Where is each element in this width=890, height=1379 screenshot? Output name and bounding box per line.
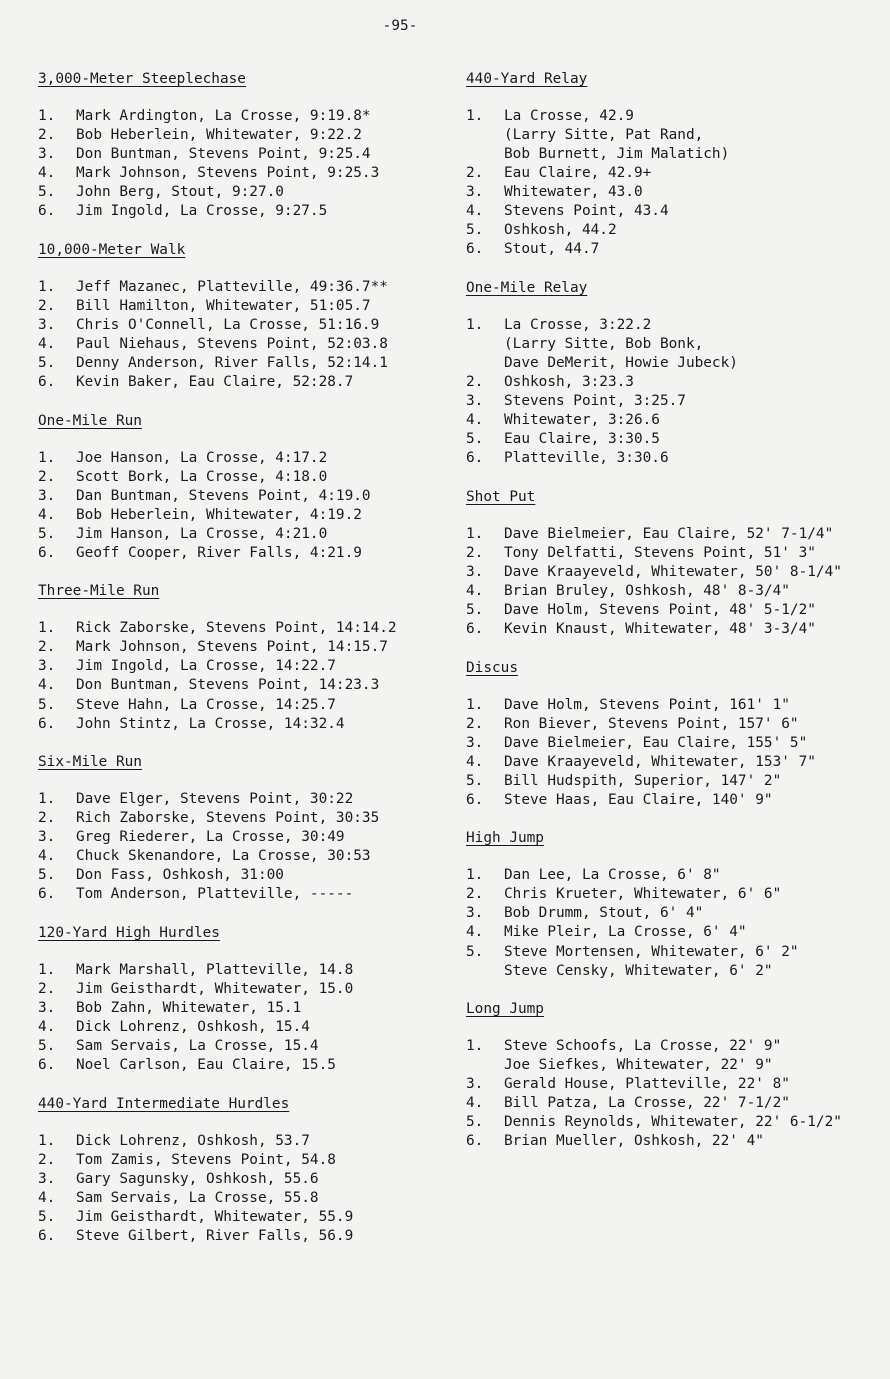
result-text: Mark Marshall, Platteville, 14.8 [76, 961, 354, 978]
place-number: 2. [38, 1151, 56, 1168]
result-row [38, 107, 458, 126]
result-row [38, 373, 458, 392]
result-row [38, 164, 458, 183]
place-number: 3. [38, 658, 56, 675]
event-title: Shot Put [466, 488, 536, 505]
event-title: Discus [466, 659, 518, 676]
result-row [466, 1132, 886, 1151]
result-text: Don Fass, Oshkosh, 31:00 [76, 867, 284, 884]
event-one-mile-run [38, 412, 458, 563]
result-row [466, 373, 886, 392]
place-number: 2. [466, 886, 484, 903]
result-row [466, 221, 886, 240]
place-number: 4. [38, 165, 56, 182]
result-row [38, 790, 458, 809]
result-row [466, 164, 886, 183]
place-number: 2. [38, 980, 56, 997]
place-number: 2. [38, 639, 56, 656]
result-row [466, 316, 886, 335]
result-row [38, 1056, 458, 1075]
place-number: 1. [466, 108, 484, 124]
place-number: 3. [38, 1170, 56, 1187]
result-row [466, 107, 886, 126]
result-text: Dave Holm, Stevens Point, 48' 5-1/2" [504, 601, 816, 618]
result-text: Bob Zahn, Whitewater, 15.1 [76, 1000, 302, 1016]
result-text: Dave Elger, Stevens Point, 30:22 [76, 791, 354, 808]
result-row [466, 696, 886, 715]
result-text: Paul Niehaus, Stevens Point, 52:03.8 [76, 335, 388, 352]
result-text: Dick Lohrenz, Oshkosh, 15.4 [76, 1019, 310, 1036]
result-text: Jim Geisthardt, Whitewater, 15.0 [76, 980, 354, 997]
result-row [38, 1037, 458, 1056]
result-row [466, 525, 886, 544]
result-row [466, 183, 886, 202]
place-number: 3. [466, 393, 484, 410]
relay-team-members: Dave DeMerit, Howie Jubeck) [504, 354, 738, 371]
result-row [38, 696, 458, 715]
result-text: Gary Sagunsky, Oshkosh, 55.6 [76, 1170, 319, 1187]
place-number: 1. [466, 867, 484, 884]
event-discus [466, 659, 886, 810]
place-number: 6. [466, 1133, 484, 1150]
result-text: John Berg, Stout, 9:27.0 [76, 184, 284, 201]
result-row [466, 923, 886, 942]
event-six-mile-run [38, 753, 458, 904]
result-text: Gerald House, Platteville, 22' 8" [504, 1076, 790, 1093]
place-number: 6. [38, 715, 56, 732]
result-row [38, 1151, 458, 1170]
place-number: 4. [466, 203, 484, 220]
result-row [466, 753, 886, 772]
event-title: 10,000-Meter Walk [38, 241, 186, 258]
result-text: Tony Delfatti, Stevens Point, 51' 3" [504, 544, 816, 561]
result-text: Jim Geisthardt, Whitewater, 55.9 [76, 1208, 354, 1225]
place-number: 5. [466, 601, 484, 618]
result-text: Steve Schoofs, La Crosse, 22' 9" [504, 1038, 782, 1055]
result-row [38, 885, 458, 904]
result-text: Rick Zaborske, Stevens Point, 14:14.2 [76, 620, 397, 637]
result-text: Steve Censky, Whitewater, 6' 2" [504, 962, 773, 979]
event-title: Three-Mile Run [38, 583, 160, 600]
relay-team-members: (Larry Sitte, Pat Rand, [504, 127, 704, 144]
place-number: 4. [38, 1189, 56, 1206]
result-row [38, 487, 458, 506]
result-row [38, 544, 458, 563]
result-text: Stevens Point, 3:25.7 [504, 393, 686, 410]
event-title: One-Mile Run [38, 412, 142, 429]
result-row [466, 885, 886, 904]
place-number: 3. [38, 487, 56, 504]
place-number: 4. [466, 1095, 484, 1112]
place-number: 2. [38, 297, 56, 314]
result-row [38, 525, 458, 544]
result-text: Sam Servais, La Crosse, 15.4 [76, 1038, 319, 1055]
result-text: Dave Bielmeier, Eau Claire, 52' 7-1/4" [504, 525, 834, 542]
place-number: 5. [466, 772, 484, 789]
result-text: Oshkosh, 44.2 [504, 222, 617, 239]
result-row [38, 1208, 458, 1227]
result-text: Dave Kraayeveld, Whitewater, 50' 8-1/4" [504, 563, 842, 580]
result-row [38, 866, 458, 885]
result-row [38, 999, 458, 1018]
place-number: 4. [38, 506, 56, 523]
result-text: Dave Kraayeveld, Whitewater, 153' 7" [504, 753, 816, 770]
place-number: 2. [466, 374, 484, 391]
place-number: 1. [466, 525, 484, 542]
place-number [466, 962, 504, 981]
relay-team-members: Bob Burnett, Jim Malatich) [504, 146, 730, 163]
result-row [38, 202, 458, 221]
result-text: Jeff Mazanec, Platteville, 49:36.7** [76, 278, 388, 295]
result-text: John Stintz, La Crosse, 14:32.4 [76, 715, 345, 732]
place-number: 3. [38, 1000, 56, 1016]
result-text: Ron Biever, Stevens Point, 157' 6" [504, 715, 799, 732]
result-row [466, 544, 886, 563]
place-number: 5. [38, 525, 56, 542]
result-text: Mark Johnson, Stevens Point, 9:25.3 [76, 165, 380, 182]
result-row [38, 809, 458, 828]
place-number: 4. [466, 924, 484, 941]
result-text: Bill Patza, La Crosse, 22' 7-1/2" [504, 1095, 790, 1112]
result-text: Brian Mueller, Oshkosh, 22' 4" [504, 1133, 764, 1150]
result-text: Geoff Cooper, River Falls, 4:21.9 [76, 544, 362, 561]
result-text: Dan Buntman, Stevens Point, 4:19.0 [76, 487, 371, 504]
result-text: Brian Bruley, Oshkosh, 48' 8-3/4" [504, 582, 790, 599]
result-row [466, 715, 886, 734]
result-text: Tom Zamis, Stevens Point, 54.8 [76, 1151, 336, 1168]
result-text: Platteville, 3:30.6 [504, 450, 669, 467]
result-row [466, 582, 886, 601]
place-number: 1. [38, 449, 56, 466]
result-row [466, 620, 886, 639]
result-text: Jim Ingold, La Crosse, 14:22.7 [76, 658, 336, 675]
result-row [38, 354, 458, 373]
result-row [38, 847, 458, 866]
result-text: Bob Drumm, Stout, 6' 4" [504, 905, 704, 922]
place-number: 6. [38, 374, 56, 391]
result-row [38, 183, 458, 202]
place-number: 2. [466, 544, 484, 561]
result-row [38, 449, 458, 468]
result-text: Steve Mortensen, Whitewater, 6' 2" [504, 943, 799, 960]
result-text: Noel Carlson, Eau Claire, 15.5 [76, 1057, 336, 1074]
place-number: 2. [38, 810, 56, 827]
result-text: Jim Hanson, La Crosse, 4:21.0 [76, 525, 328, 542]
place-number: 5. [466, 1114, 484, 1131]
place-number: 6. [466, 791, 484, 808]
result-row [466, 1075, 886, 1094]
place-number: 3. [466, 734, 484, 751]
place-number: 5. [38, 1038, 56, 1055]
result-row [466, 943, 886, 962]
event-440-yard-relay [466, 70, 886, 259]
place-number: 6. [466, 450, 484, 467]
result-row [38, 1132, 458, 1151]
place-number: 4. [38, 848, 56, 865]
place-number: 6. [38, 886, 56, 903]
result-text: Chris Krueter, Whitewater, 6' 6" [504, 886, 782, 903]
result-row [38, 1189, 458, 1208]
place-number: 4. [466, 753, 484, 770]
event-title: 440-Yard Intermediate Hurdles [38, 1095, 290, 1112]
place-number: 3. [466, 184, 484, 201]
place-number: 5. [38, 867, 56, 884]
result-text: Dave Holm, Stevens Point, 161' 1" [504, 696, 790, 713]
place-number: 6. [38, 544, 56, 561]
place-number: 5. [466, 222, 484, 239]
place-number: 3. [38, 829, 56, 846]
result-text: Dan Lee, La Crosse, 6' 8" [504, 867, 721, 884]
result-text: Dennis Reynolds, Whitewater, 22' 6-1/2" [504, 1114, 842, 1131]
result-text: Mark Ardington, La Crosse, 9:19.8* [76, 108, 371, 124]
event-three-mile-run [38, 582, 458, 733]
page-number: -95- [382, 18, 418, 34]
result-row [466, 1056, 886, 1075]
result-row [466, 1113, 886, 1132]
event-title: 120-Yard High Hurdles [38, 924, 220, 941]
place-number: 1. [466, 1038, 484, 1055]
result-row [466, 791, 886, 810]
place-number: 5. [38, 1208, 56, 1225]
result-row [466, 563, 886, 582]
result-text: Bill Hamilton, Whitewater, 51:05.7 [76, 297, 371, 314]
result-text: Denny Anderson, River Falls, 52:14.1 [76, 354, 388, 371]
result-row [38, 468, 458, 487]
event-title: 440-Yard Relay [466, 71, 588, 87]
place-number: 4. [38, 677, 56, 694]
result-text: Don Buntman, Stevens Point, 14:23.3 [76, 677, 380, 694]
result-text: Dave Bielmeier, Eau Claire, 155' 5" [504, 734, 808, 751]
result-row [466, 601, 886, 620]
result-row [38, 126, 458, 145]
place-number: 2. [466, 715, 484, 732]
result-row [38, 278, 458, 297]
result-text: Stout, 44.7 [504, 241, 600, 258]
result-row [38, 1170, 458, 1189]
result-row [466, 240, 886, 259]
result-row [466, 1094, 886, 1113]
result-text: La Crosse, 3:22.2 [504, 316, 652, 333]
result-text: Stevens Point, 43.4 [504, 203, 669, 220]
place-number: 5. [38, 354, 56, 371]
result-row [38, 715, 458, 734]
place-number: 1. [38, 278, 56, 295]
event-title: Long Jump [466, 1001, 544, 1018]
result-text: Kevin Baker, Eau Claire, 52:28.7 [76, 374, 354, 391]
place-number: 4. [466, 412, 484, 429]
event-long-jump [466, 1000, 886, 1151]
place-number: 4. [466, 582, 484, 599]
event-one-mile-relay [466, 279, 886, 468]
result-text: Scott Bork, La Crosse, 4:18.0 [76, 468, 328, 485]
place-number: 6. [38, 1057, 56, 1074]
result-text: Jim Ingold, La Crosse, 9:27.5 [76, 203, 328, 220]
place-number: 2. [38, 468, 56, 485]
result-row [466, 449, 886, 468]
result-row [38, 638, 458, 657]
result-text: Eau Claire, 3:30.5 [504, 431, 660, 448]
place-number: 6. [466, 620, 484, 637]
result-row [38, 297, 458, 316]
event-3-000-meter-steeplechase [38, 70, 458, 221]
place-number: 1. [38, 108, 56, 124]
result-text: Chuck Skenandore, La Crosse, 30:53 [76, 848, 371, 865]
result-row [466, 962, 886, 981]
place-number: 3. [38, 316, 56, 333]
result-text: Steve Haas, Eau Claire, 140' 9" [504, 791, 773, 808]
result-row [466, 866, 886, 885]
result-row [466, 411, 886, 430]
result-row [466, 202, 886, 221]
result-row [38, 1227, 458, 1246]
place-number: 1. [38, 620, 56, 637]
place-number: 3. [466, 905, 484, 922]
result-text: Joe Hanson, La Crosse, 4:17.2 [76, 449, 328, 466]
result-text: Bob Heberlein, Whitewater, 9:22.2 [76, 127, 362, 144]
place-number: 4. [38, 1019, 56, 1036]
result-text: Steve Hahn, La Crosse, 14:25.7 [76, 696, 336, 713]
event-440-yard-intermediate-hurdles [38, 1095, 458, 1246]
result-row [38, 657, 458, 676]
result-text: Mike Pleir, La Crosse, 6' 4" [504, 924, 747, 941]
result-text: Greg Riederer, La Crosse, 30:49 [76, 829, 345, 846]
event-title: High Jump [466, 830, 544, 847]
result-text: Kevin Knaust, Whitewater, 48' 3-3/4" [504, 620, 816, 637]
result-row [38, 961, 458, 980]
result-text: Bob Heberlein, Whitewater, 4:19.2 [76, 506, 362, 523]
place-number: 5. [466, 431, 484, 448]
place-number: 5. [38, 696, 56, 713]
result-row [38, 1018, 458, 1037]
result-row [466, 904, 886, 923]
result-text: Whitewater, 43.0 [504, 184, 643, 201]
result-text: Mark Johnson, Stevens Point, 14:15.7 [76, 639, 388, 656]
result-text: Eau Claire, 42.9+ [504, 165, 652, 182]
place-number: 2. [466, 165, 484, 182]
place-number: 3. [466, 563, 484, 580]
place-number: 5. [38, 184, 56, 201]
result-text: Sam Servais, La Crosse, 55.8 [76, 1189, 319, 1206]
place-number: 1. [38, 791, 56, 808]
event-shot-put [466, 488, 886, 639]
result-row [38, 145, 458, 164]
place-number: 6. [38, 1227, 56, 1244]
place-number: 3. [466, 1076, 484, 1093]
result-text: Joe Siefkes, Whitewater, 22' 9" [504, 1057, 773, 1074]
event-title: Six-Mile Run [38, 754, 142, 771]
event-120-yard-high-hurdles [38, 924, 458, 1075]
result-text: Oshkosh, 3:23.3 [504, 374, 634, 391]
result-row [38, 619, 458, 638]
result-text: Dick Lohrenz, Oshkosh, 53.7 [76, 1132, 310, 1149]
place-number: 1. [38, 1132, 56, 1149]
event-title: One-Mile Relay [466, 279, 588, 296]
place-number: 6. [466, 241, 484, 258]
place-number: 1. [38, 961, 56, 978]
result-text: Bill Hudspith, Superior, 147' 2" [504, 772, 782, 789]
result-text: Whitewater, 3:26.6 [504, 412, 660, 429]
result-row [38, 676, 458, 695]
relay-team-members: (Larry Sitte, Bob Bonk, [504, 335, 704, 352]
result-row [38, 828, 458, 847]
result-text: Chris O'Connell, La Crosse, 51:16.9 [76, 316, 380, 333]
place-number [466, 1056, 504, 1075]
place-number: 2. [38, 127, 56, 144]
result-row [466, 734, 886, 753]
result-text: Steve Gilbert, River Falls, 56.9 [76, 1227, 354, 1244]
result-row [466, 772, 886, 791]
result-row [466, 392, 886, 411]
place-number: 6. [38, 203, 56, 220]
left-column [38, 70, 458, 1265]
place-number: 3. [38, 146, 56, 163]
result-text: Don Buntman, Stevens Point, 9:25.4 [76, 146, 371, 163]
place-number: 4. [38, 335, 56, 352]
result-text: La Crosse, 42.9 [504, 108, 634, 124]
result-text: Tom Anderson, Platteville, ----- [76, 886, 354, 903]
place-number: 1. [466, 696, 484, 713]
result-row [466, 1037, 886, 1056]
result-row [38, 335, 458, 354]
place-number: 5. [466, 943, 484, 960]
event-10-000-meter-walk [38, 241, 458, 392]
event-high-jump [466, 829, 886, 980]
place-number: 1. [466, 316, 484, 333]
result-row [466, 430, 886, 449]
result-text: Rich Zaborske, Stevens Point, 30:35 [76, 810, 380, 827]
result-row [38, 980, 458, 999]
right-column [466, 70, 886, 1171]
result-row [38, 316, 458, 335]
result-row [38, 506, 458, 525]
event-title: 3,000-Meter Steeplechase [38, 71, 246, 87]
